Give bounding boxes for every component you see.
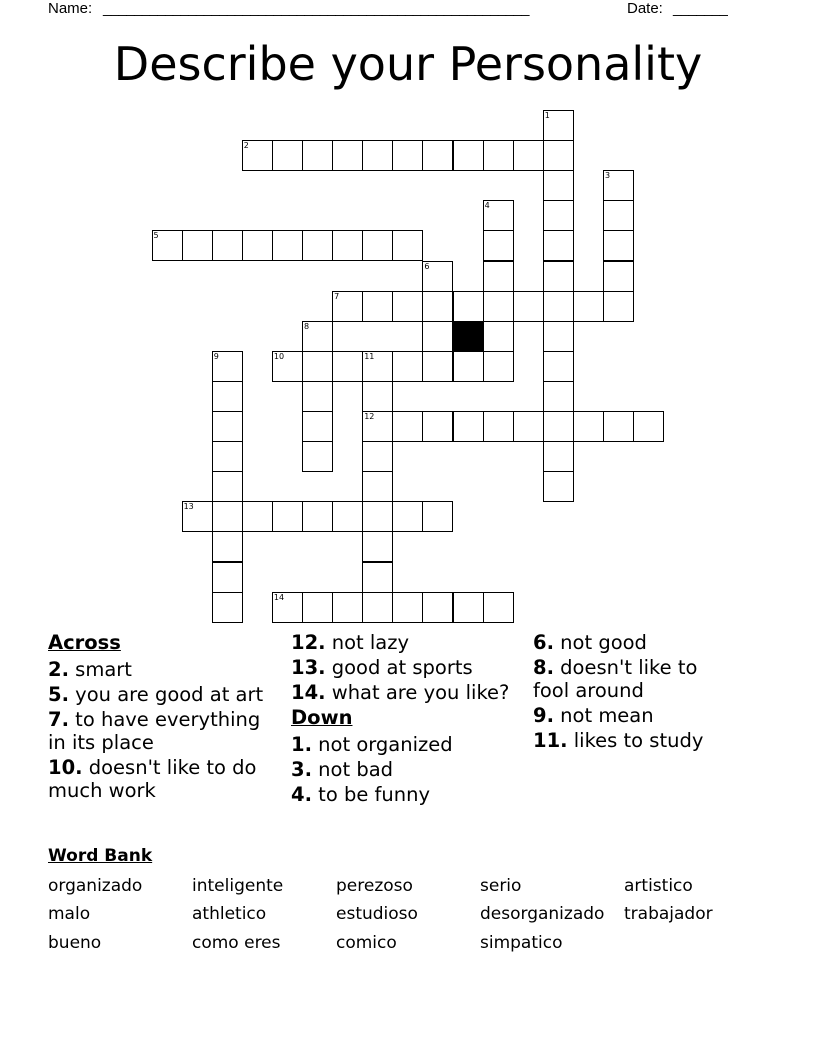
grid-cell[interactable] [392, 351, 423, 382]
grid-cell[interactable] [212, 441, 243, 472]
grid-cell[interactable] [272, 592, 303, 623]
clue-text: you are good at art [68, 683, 264, 706]
grid-cell[interactable] [212, 351, 243, 382]
clue-text: good at sports [325, 656, 473, 679]
clue-text: doesn't like to fool around [533, 656, 698, 702]
clue-number: 10 [273, 351, 285, 361]
grid-cell[interactable] [422, 501, 453, 532]
grid-cell[interactable] [603, 230, 634, 261]
clue-text: to be funny [311, 783, 431, 806]
clue-num: 4. [291, 783, 312, 806]
clue-number: 9 [213, 351, 219, 361]
grid-cell[interactable] [212, 230, 243, 261]
clue [48, 658, 283, 681]
clue-num: 2. [48, 658, 69, 681]
clue-text: what are you like? [325, 681, 510, 704]
name-field[interactable]: _______________________________________________________ [103, 0, 529, 17]
clue-number: 3 [605, 171, 611, 181]
grid-cell[interactable] [543, 321, 574, 352]
grid-cell[interactable] [453, 411, 484, 442]
grid-cell[interactable] [453, 140, 484, 171]
grid-cell[interactable] [603, 200, 634, 231]
word-bank-item: serio [480, 876, 522, 896]
clue [48, 756, 283, 802]
grid-cell[interactable] [422, 411, 453, 442]
date-field[interactable]: _______ [673, 0, 728, 17]
date-label: Date: [627, 0, 663, 17]
grid-cell[interactable] [422, 351, 453, 382]
clue [291, 631, 521, 654]
word-bank-item: trabajador [624, 904, 713, 924]
across-clues [48, 658, 283, 802]
grid-cell[interactable] [392, 592, 423, 623]
grid-cell[interactable] [543, 351, 574, 382]
grid-cell[interactable] [362, 531, 393, 562]
clue-number: 14 [273, 592, 285, 602]
clue-text: not good [553, 631, 647, 654]
grid-cell[interactable] [603, 261, 634, 292]
grid-cell[interactable] [362, 381, 393, 412]
clue [291, 783, 521, 806]
grid-cell[interactable] [543, 110, 574, 141]
grid-cell[interactable] [543, 170, 574, 201]
clue-num: 10. [48, 756, 83, 779]
clue-text: smart [68, 658, 132, 681]
grid-cell[interactable] [362, 230, 393, 261]
grid-cell[interactable] [212, 411, 243, 442]
clue [533, 631, 733, 654]
word-bank-item: inteligente [192, 876, 284, 896]
grid-cell[interactable] [332, 230, 363, 261]
down-heading: Down [291, 706, 353, 729]
clue-number: 5 [153, 231, 159, 241]
clue-text: not organized [311, 733, 453, 756]
grid-cell[interactable] [332, 140, 363, 171]
grid-cell[interactable] [483, 200, 514, 231]
grid-cell[interactable] [543, 261, 574, 292]
word-bank-item: simpatico [480, 933, 563, 953]
word-bank-item: bueno [48, 933, 102, 953]
grid-cell[interactable] [422, 261, 453, 292]
grid-cell[interactable] [633, 411, 664, 442]
grid-cell[interactable] [242, 230, 273, 261]
grid-cell[interactable] [212, 562, 243, 593]
grid-cell[interactable] [543, 200, 574, 231]
clue-num: 13. [291, 656, 326, 679]
clue-text: doesn't like to do much work [48, 756, 257, 802]
grid-cell[interactable] [242, 501, 273, 532]
clue-number: 13 [183, 502, 194, 512]
grid-cell[interactable] [212, 381, 243, 412]
grid-cell[interactable] [453, 592, 484, 623]
clue-num: 6. [533, 631, 554, 654]
grid-cell[interactable] [422, 321, 453, 352]
grid-cell[interactable] [182, 501, 213, 532]
grid-cell[interactable] [543, 381, 574, 412]
clue-number: 2 [243, 141, 249, 151]
across-heading: Across [48, 631, 121, 654]
clue-column-1 [48, 631, 283, 804]
clue-column-3 [533, 631, 733, 754]
grid-cell[interactable] [573, 291, 604, 322]
grid-cell[interactable] [483, 291, 514, 322]
word-bank-item: perezoso [336, 876, 413, 896]
clue [533, 704, 733, 727]
grid-block [453, 321, 484, 352]
clue-num: 7. [48, 708, 69, 731]
clue-number: 12 [364, 412, 375, 421]
grid-cell[interactable] [603, 291, 634, 322]
grid-cell[interactable] [392, 140, 423, 171]
grid-cell[interactable] [302, 140, 333, 171]
grid-cell[interactable] [543, 441, 574, 472]
clue-number: 6 [424, 261, 430, 271]
grid-cell[interactable] [543, 411, 574, 442]
grid-cell[interactable] [543, 291, 574, 322]
word-bank-item: artistico [624, 876, 693, 896]
grid-cell[interactable] [332, 501, 363, 532]
clue-text: not lazy [325, 631, 410, 654]
page-title: Describe your Personality [113, 37, 703, 91]
grid-cell[interactable] [362, 562, 393, 593]
grid-cell[interactable] [362, 140, 393, 171]
grid-cell[interactable] [362, 351, 393, 382]
grid-cell[interactable] [242, 140, 273, 171]
word-bank-item: organizado [48, 876, 143, 896]
clue [48, 683, 283, 706]
clue [291, 733, 521, 756]
clue-number: 4 [484, 201, 490, 211]
grid-cell[interactable] [302, 592, 333, 623]
word-bank-item: comico [336, 933, 397, 953]
grid-cell[interactable] [152, 230, 183, 261]
word-bank-item: malo [48, 904, 91, 924]
clue-number: 11 [364, 351, 375, 361]
grid-cell[interactable] [483, 140, 514, 171]
clue-num: 3. [291, 758, 312, 781]
clue-number: 1 [544, 111, 550, 120]
grid-cell[interactable] [302, 351, 333, 382]
word-bank-item: desorganizado [480, 904, 605, 924]
grid-cell[interactable] [302, 321, 333, 352]
grid-cell[interactable] [362, 441, 393, 472]
grid-cell[interactable] [272, 351, 303, 382]
grid-cell[interactable] [302, 230, 333, 261]
grid-cell[interactable] [362, 291, 393, 322]
down-clues-continued [533, 631, 733, 752]
grid-cell[interactable] [513, 291, 544, 322]
clue-text: not bad [311, 758, 394, 781]
grid-cell[interactable] [332, 351, 363, 382]
clue [48, 708, 283, 754]
clue-num: 5. [48, 683, 69, 706]
grid-cell[interactable] [302, 441, 333, 472]
grid-cell[interactable] [453, 351, 484, 382]
grid-cell[interactable] [422, 140, 453, 171]
word-bank-item: athletico [192, 904, 267, 924]
grid-cell[interactable] [212, 531, 243, 562]
grid-cell[interactable] [392, 411, 423, 442]
grid-cell[interactable] [483, 592, 514, 623]
grid-cell[interactable] [543, 230, 574, 261]
clue-text: not mean [553, 704, 654, 727]
grid-cell[interactable] [182, 230, 213, 261]
grid-cell[interactable] [332, 291, 363, 322]
grid-cell[interactable] [513, 140, 544, 171]
grid-cell[interactable] [483, 351, 514, 382]
grid-cell[interactable] [603, 411, 634, 442]
grid-cell[interactable] [543, 140, 574, 171]
clue-num: 8. [533, 656, 554, 679]
clue-number: 7 [334, 291, 340, 301]
grid-cell[interactable] [332, 592, 363, 623]
clue [533, 656, 733, 702]
clue-num: 12. [291, 631, 326, 654]
grid-cell[interactable] [573, 411, 604, 442]
grid-cell[interactable] [272, 230, 303, 261]
name-label: Name: [48, 0, 93, 17]
across-clues-continued [291, 631, 521, 704]
grid-cell[interactable] [483, 261, 514, 292]
grid-cell[interactable] [302, 501, 333, 532]
clue-column-2 [291, 631, 521, 808]
clue-num: 9. [533, 704, 554, 727]
clue-text: likes to study [567, 729, 704, 752]
grid-cell[interactable] [272, 140, 303, 171]
grid-cell[interactable] [212, 501, 243, 532]
clue [291, 681, 521, 704]
word-bank-title: Word Bank [48, 846, 153, 866]
clue [291, 758, 521, 781]
grid-cell[interactable] [483, 411, 514, 442]
word-bank-item: estudioso [336, 904, 418, 924]
clue-num: 14. [291, 681, 326, 704]
word-bank-item: como eres [192, 933, 281, 953]
grid-cell[interactable] [392, 291, 423, 322]
grid-cell[interactable] [483, 230, 514, 261]
grid-cell[interactable] [422, 592, 453, 623]
clue-num: 1. [291, 733, 312, 756]
grid-cell[interactable] [392, 501, 423, 532]
grid-cell[interactable] [362, 471, 393, 502]
grid-cell[interactable] [272, 501, 303, 532]
clue-num: 11. [533, 729, 568, 752]
grid-cell[interactable] [302, 381, 333, 412]
grid-cell[interactable] [362, 592, 393, 623]
clue-text: to have everything in its place [48, 708, 261, 754]
grid-cell[interactable] [302, 411, 333, 442]
clue [291, 656, 521, 679]
grid-cell[interactable] [483, 321, 514, 352]
grid-cell[interactable] [362, 501, 393, 532]
grid-cell[interactable] [362, 411, 393, 442]
grid-cell[interactable] [392, 230, 423, 261]
grid-cell[interactable] [212, 592, 243, 623]
grid-cell[interactable] [513, 411, 544, 442]
grid-cell[interactable] [422, 291, 453, 322]
grid-cell[interactable] [212, 471, 243, 502]
grid-cell[interactable] [453, 291, 484, 322]
grid-cell[interactable] [603, 170, 634, 201]
clue-number: 8 [304, 321, 310, 331]
grid-cell[interactable] [543, 471, 574, 502]
down-clues [291, 733, 521, 806]
clue [533, 729, 733, 752]
